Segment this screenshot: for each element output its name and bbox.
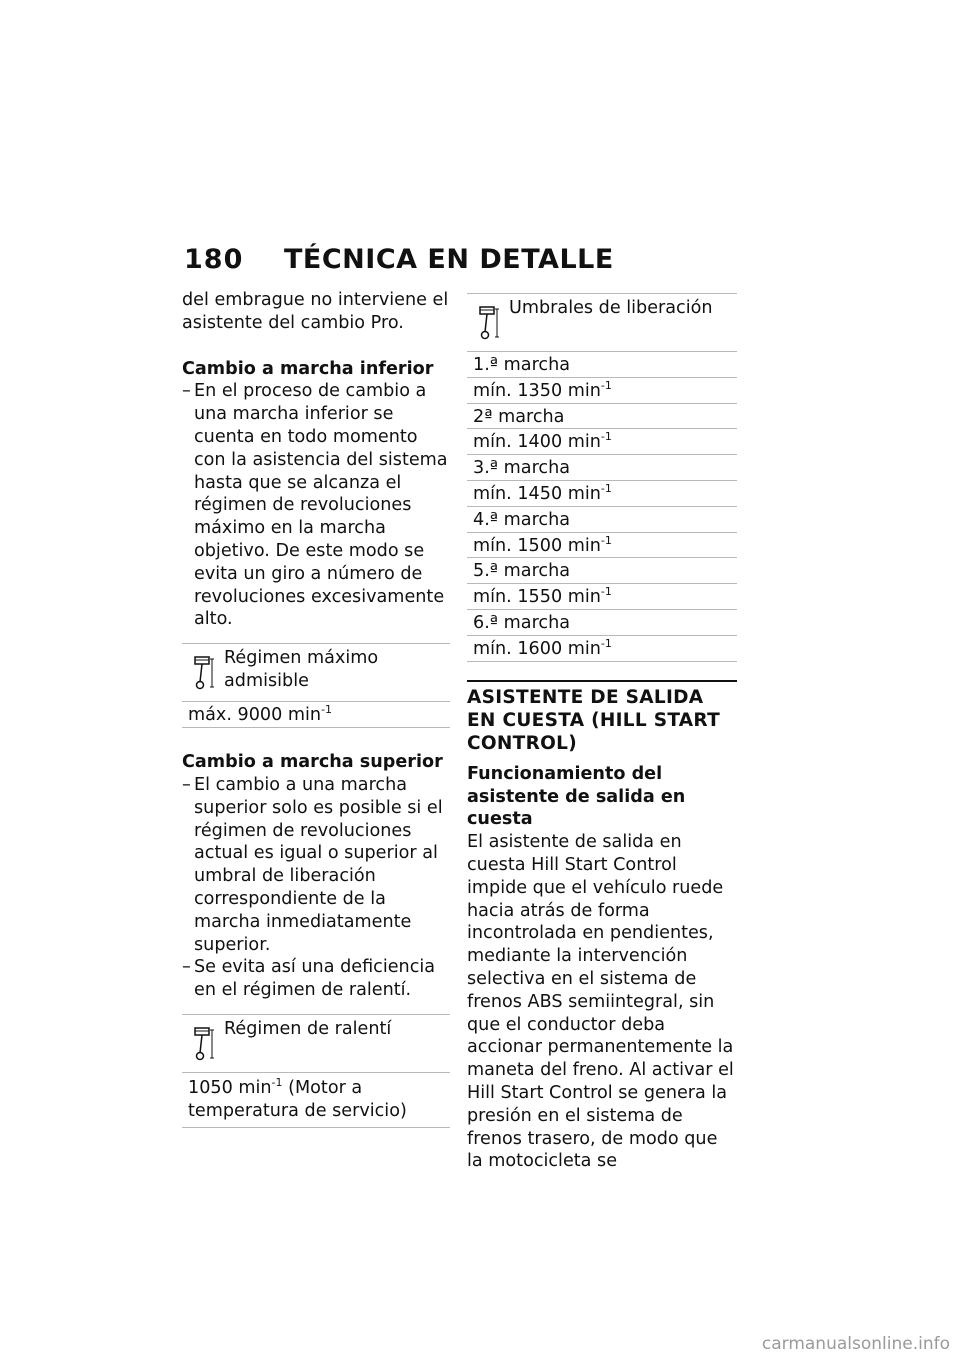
upshift-bullet: – El cambio a una marcha superior solo es posible si el régimen de revoluciones actual es igual o superior al umbral de liberación correspondiente de la marcha inmediatamente superior. <box>182 774 450 956</box>
gear-label-row <box>467 507 737 533</box>
gear-label: 5.ª marcha <box>473 561 571 582</box>
spec-value-row <box>182 1073 450 1127</box>
downshift-list <box>182 380 450 631</box>
release-thresholds-spec-box <box>467 293 737 662</box>
gear-threshold-row <box>467 429 737 455</box>
downshift-bullet: – En el proceso de cambio a una marcha inferior se cuenta en todo momento con la asistencia del sistema hasta que se alcanza el régimen de revoluciones máximo en la marcha objetivo. De este modo se evita un giro a número de revoluciones excesivamente alto. <box>182 380 450 631</box>
gear-threshold-exponent: -1 <box>600 533 612 547</box>
page-number: 180 <box>184 244 244 275</box>
spec-value: máx. 9000 min <box>188 705 322 726</box>
gear-label: 3.ª marcha <box>473 458 571 479</box>
engine-piston-icon <box>182 647 224 691</box>
max-rpm-spec-box <box>182 643 450 728</box>
gear-label-row <box>467 455 737 481</box>
intro-paragraph: del embrague no interviene el asistente del cambio Pro. <box>182 290 449 333</box>
function-body: El asistente de salida en cuesta Hill Start Control impide que el vehículo ruede hacia atrás de forma incontrolada en pendientes, mediante la intervención selectiva en el sistema de frenos ABS semiintegral, sin que el conductor deba accionar permanentemente la maneta del freno. Al activar el Hill Start Control se genera la presión en el sistema de frenos trasero, de modo que la motocicleta se <box>467 832 734 1172</box>
gear-threshold-row <box>467 378 737 404</box>
spec-value-row <box>182 702 450 727</box>
section-title: ASISTENTE DE SALIDA EN CUESTA (HILL START CONTROL) <box>467 686 721 754</box>
gear-threshold-exponent: -1 <box>600 430 612 444</box>
spec-title: Régimen máximo admisible <box>224 648 379 691</box>
gear-threshold-value: mín. 1500 min <box>473 535 601 556</box>
page-title: TÉCNICA EN DETALLE <box>284 244 614 275</box>
gear-threshold-value: mín. 1350 min <box>473 380 601 401</box>
gear-threshold-value: mín. 1550 min <box>473 587 601 608</box>
gear-threshold-exponent: -1 <box>600 378 612 392</box>
watermark: carmanualsonline.info <box>761 1334 950 1354</box>
downshift-heading: Cambio a marcha inferior <box>182 358 434 379</box>
gear-label-row <box>467 610 737 636</box>
left-column <box>182 289 450 1128</box>
gear-threshold-exponent: -1 <box>600 482 612 496</box>
idle-rpm-spec-box <box>182 1014 450 1128</box>
gear-threshold-value: mín. 1400 min <box>473 432 601 453</box>
spec-exponent: -1 <box>271 1076 283 1090</box>
spec-title: Umbrales de liberación <box>509 298 713 318</box>
gear-label: 6.ª marcha <box>473 612 571 633</box>
spec-exponent: -1 <box>321 703 333 717</box>
gear-threshold-row <box>467 584 737 610</box>
gear-label: 4.ª marcha <box>473 509 571 530</box>
spec-note: (Motor a temperatura de servicio) <box>188 1077 407 1121</box>
gear-label: 1.ª marcha <box>473 355 571 375</box>
spec-value: 1050 min <box>188 1077 272 1098</box>
gear-label-row <box>467 404 737 430</box>
upshift-heading: Cambio a marcha superior <box>182 752 443 773</box>
gear-threshold-exponent: -1 <box>600 636 612 650</box>
gear-threshold-row <box>467 533 737 559</box>
gear-label: 2ª marcha <box>473 406 565 427</box>
upshift-list <box>182 774 450 1002</box>
section-rule <box>467 680 737 755</box>
engine-piston-icon <box>467 297 509 341</box>
gear-label-row <box>467 558 737 584</box>
gear-threshold-row <box>467 636 737 661</box>
gear-threshold-row <box>467 481 737 507</box>
upshift-bullet: – Se evita así una deficiencia en el régimen de ralentí. <box>182 956 450 1002</box>
gear-threshold-value: mín. 1600 min <box>473 638 601 659</box>
right-column <box>467 293 737 1173</box>
spec-title: Régimen de ralentí <box>224 1018 392 1039</box>
engine-piston-icon <box>182 1018 224 1062</box>
gear-label-row <box>467 352 737 378</box>
gear-threshold-exponent: -1 <box>600 585 612 599</box>
gear-threshold-value: mín. 1450 min <box>473 483 601 504</box>
function-heading: Funcionamiento del asistente de salida en cuesta <box>467 763 686 830</box>
